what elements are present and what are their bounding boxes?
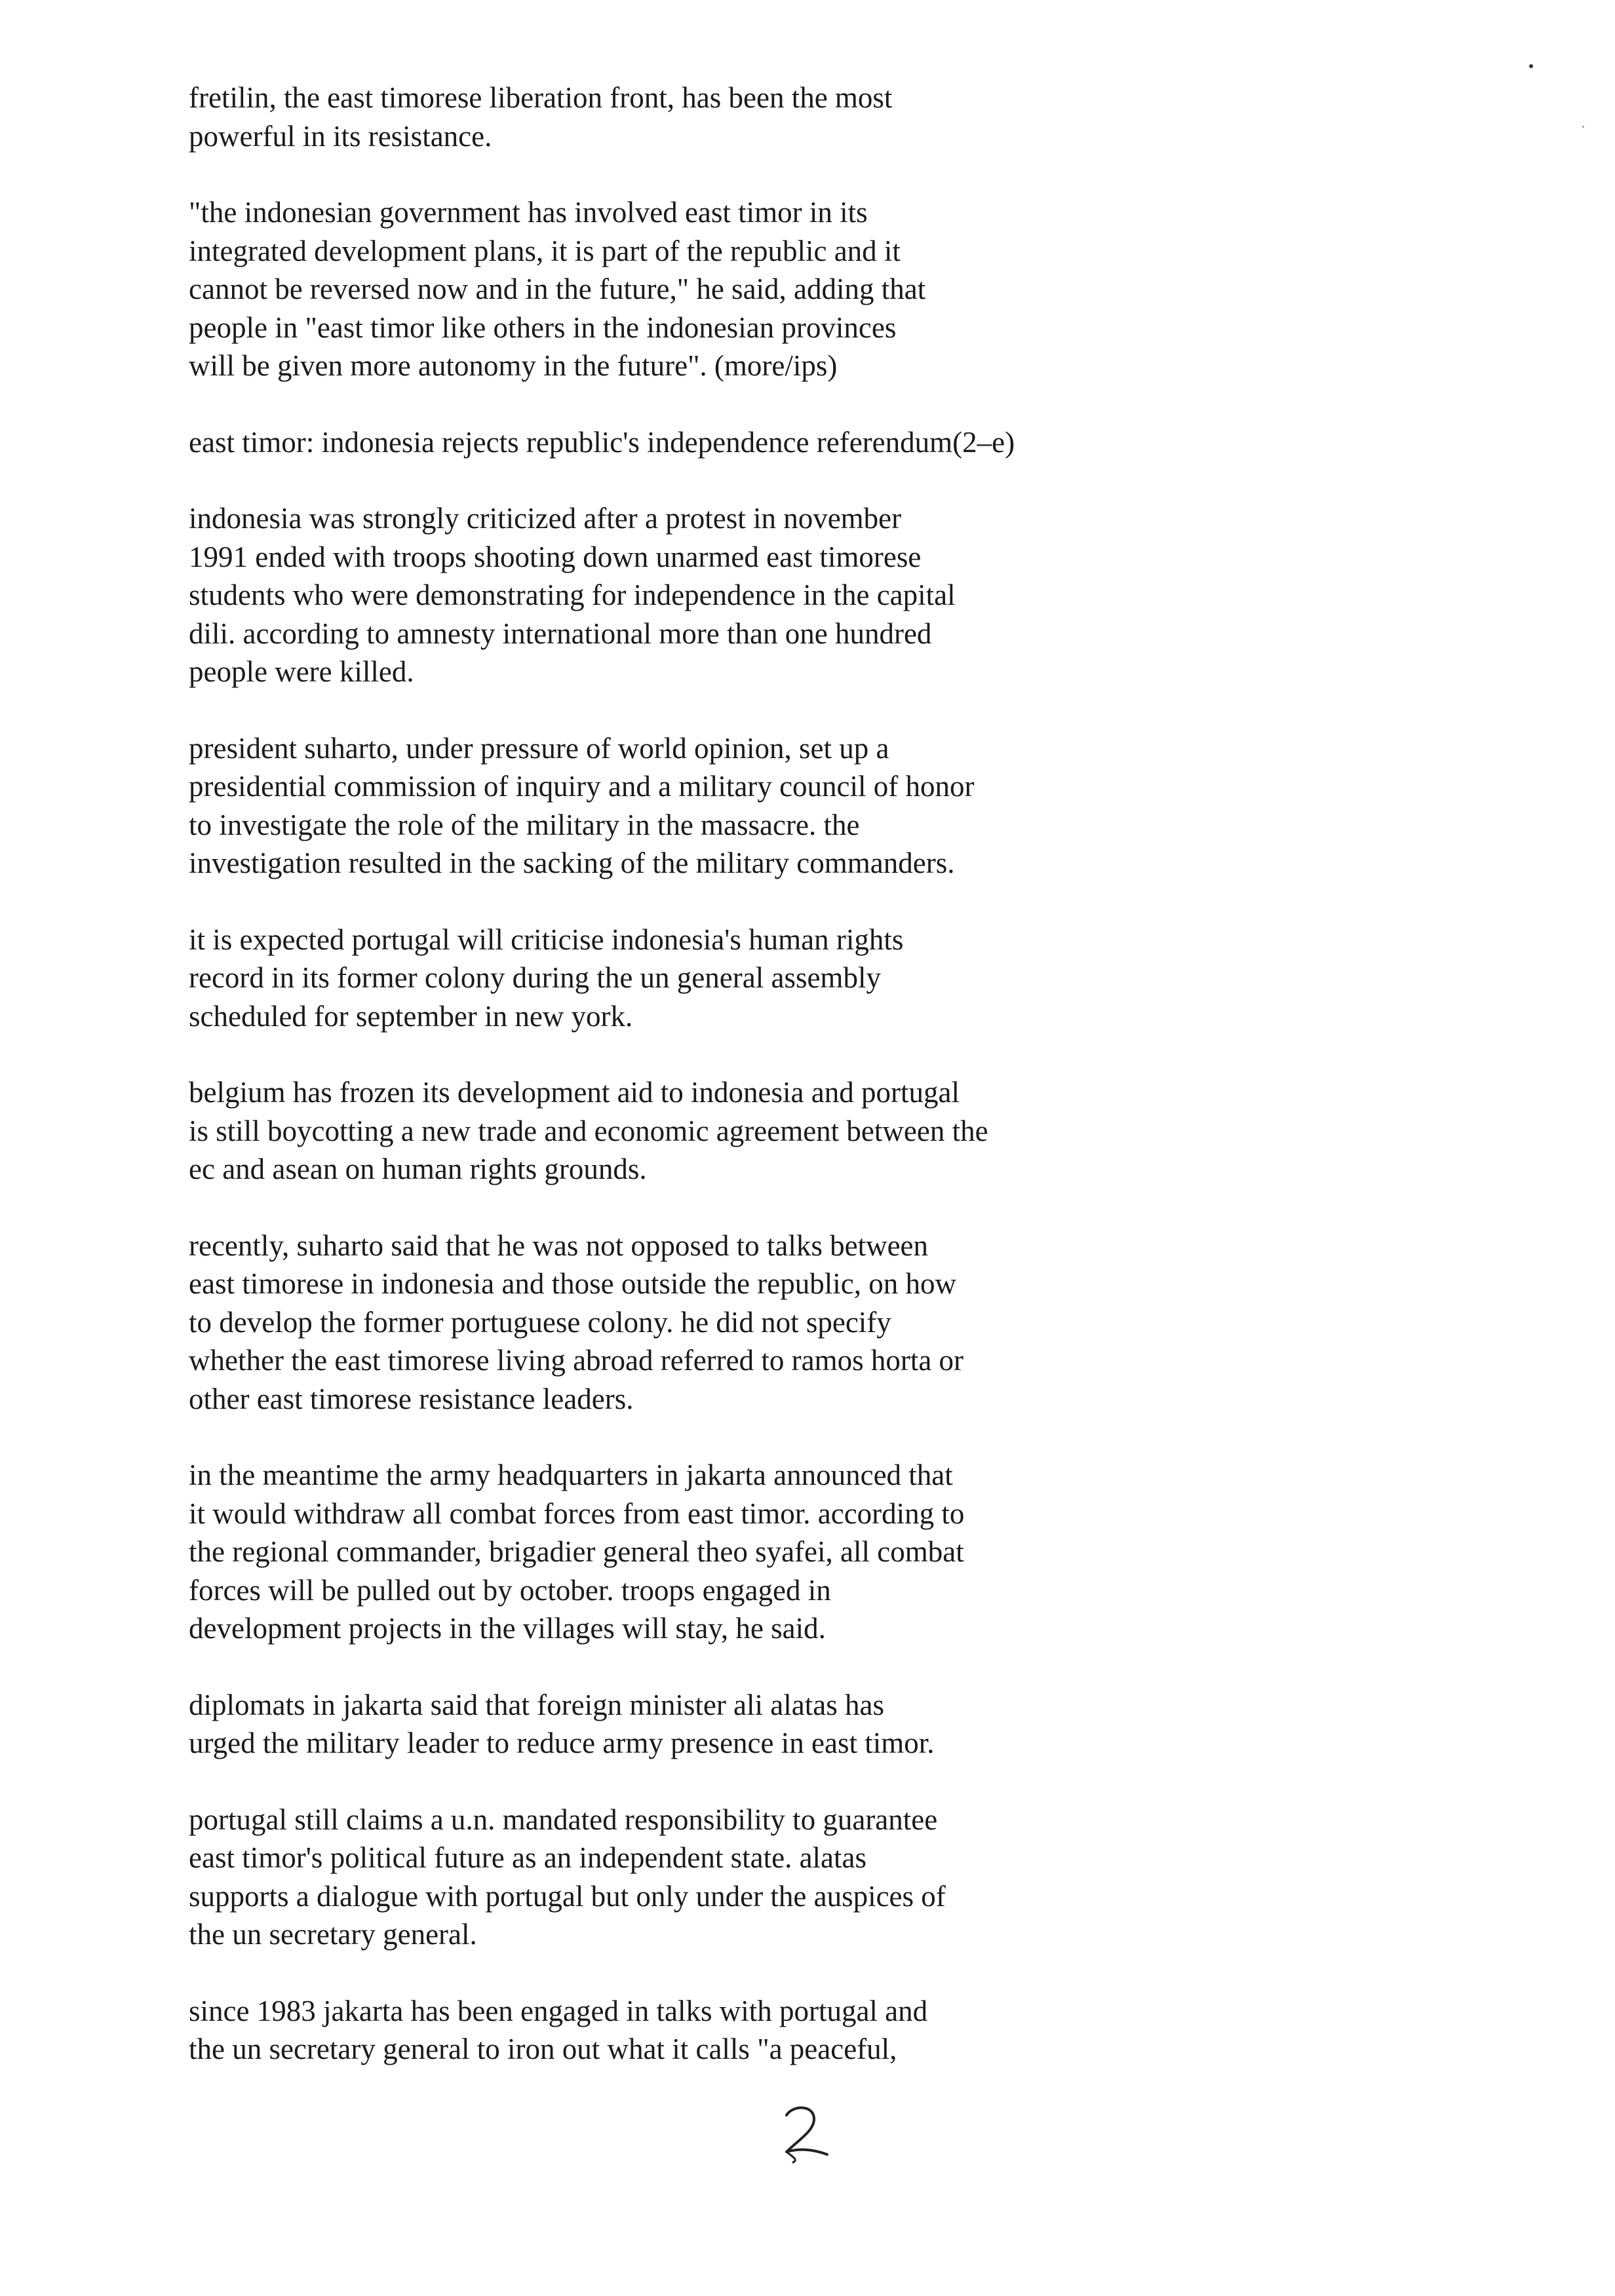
text-line: portugal still claims a u.n. mandated responsibility to guarantee <box>189 1803 938 1836</box>
paragraph <box>189 79 1408 155</box>
text-line: presidential commission of inquiry and a military council of honor <box>189 770 975 803</box>
paragraph <box>189 1992 1408 2069</box>
text-line: people in "east timor like others in the indonesian provinces <box>189 311 897 344</box>
text-line: is still boycotting a new trade and economic agreement between the <box>189 1114 988 1147</box>
paragraph <box>189 193 1408 385</box>
text-line: whether the east timorese living abroad referred to ramos horta or <box>189 1344 964 1377</box>
text-line: development projects in the villages will stay, he said. <box>189 1612 826 1645</box>
text-line: indonesia was strongly criticized after a protest in november <box>189 502 902 535</box>
text-line: scheduled for september in new york. <box>189 999 633 1033</box>
text-line: diplomats in jakarta said that foreign minister ali alatas has <box>189 1688 884 1721</box>
text-line: integrated development plans, it is part of the republic and it <box>189 234 901 267</box>
text-line: supports a dialogue with portugal but only under the auspices of <box>189 1879 946 1913</box>
text-line: east timor: indonesia rejects republic's independence referendum(2–e) <box>189 425 1015 459</box>
text-line: east timorese in indonesia and those outside the republic, on how <box>189 1267 956 1300</box>
paragraph <box>189 1227 1408 1419</box>
text-line: recently, suharto said that he was not opposed to talks between <box>189 1229 929 1262</box>
text-line: cannot be reversed now and in the future," he said, adding that <box>189 273 926 305</box>
text-line: powerful in its resistance. <box>189 119 492 153</box>
text-line: fretilin, the east timorese liberation front, has been the most <box>189 81 893 114</box>
text-line: will be given more autonomy in the future". (more/ips) <box>189 349 838 382</box>
text-line: it would withdraw all combat forces from east timor. according to <box>189 1497 965 1530</box>
text-line: investigation resulted in the sacking of the military commanders. <box>189 847 955 879</box>
article-body <box>189 79 1408 2107</box>
scan-speck <box>1529 64 1533 68</box>
text-line: the un secretary general. <box>189 1918 477 1951</box>
text-line: "the indonesian government has involved east timor in its <box>189 196 868 229</box>
text-line: students who were demonstrating for independence in the capital <box>189 579 956 611</box>
text-line: the regional commander, brigadier general theo syafei, all combat <box>189 1535 964 1568</box>
text-line: it is expected portugal will criticise indonesia's human rights <box>189 923 904 956</box>
paragraph <box>189 921 1408 1036</box>
paragraph <box>189 1801 1408 1954</box>
paragraph <box>189 1456 1408 1648</box>
text-line: belgium has frozen its development aid to indonesia and portugal <box>189 1076 960 1109</box>
text-line: to develop the former portuguese colony. he did not specify <box>189 1305 891 1339</box>
text-line: president suharto, under pressure of world opinion, set up a <box>189 731 889 765</box>
text-line: forces will be pulled out by october. troops engaged in <box>189 1573 831 1607</box>
text-line: urged the military leader to reduce army presence in east timor. <box>189 1727 935 1759</box>
text-line: east timor's political future as an independent state. alatas <box>189 1841 867 1874</box>
text-line: record in its former colony during the un general assembly <box>189 961 881 994</box>
paragraph <box>189 423 1408 462</box>
text-line: dili. according to amnesty international more than one hundred <box>189 617 932 650</box>
text-line: ec and asean on human rights grounds. <box>189 1153 647 1185</box>
text-line: the un secretary general to iron out what it calls "a peaceful, <box>189 2033 897 2065</box>
text-line: in the meantime the army headquarters in jakarta announced that <box>189 1459 953 1491</box>
text-line: to investigate the role of the military in the massacre. the <box>189 808 860 841</box>
text-line: since 1983 jakarta has been engaged in talks with portugal and <box>189 1994 928 2027</box>
paragraph <box>189 1686 1408 1763</box>
handwritten-page-number <box>767 2097 839 2169</box>
text-line: 1991 ended with troops shooting down unarmed east timorese <box>189 540 922 573</box>
paragraph <box>189 1073 1408 1189</box>
paragraph <box>189 729 1408 883</box>
text-line: other east timorese resistance leaders. <box>189 1382 634 1415</box>
scan-speck <box>1582 126 1584 128</box>
paragraph <box>189 499 1408 691</box>
text-line: people were killed. <box>189 655 414 688</box>
